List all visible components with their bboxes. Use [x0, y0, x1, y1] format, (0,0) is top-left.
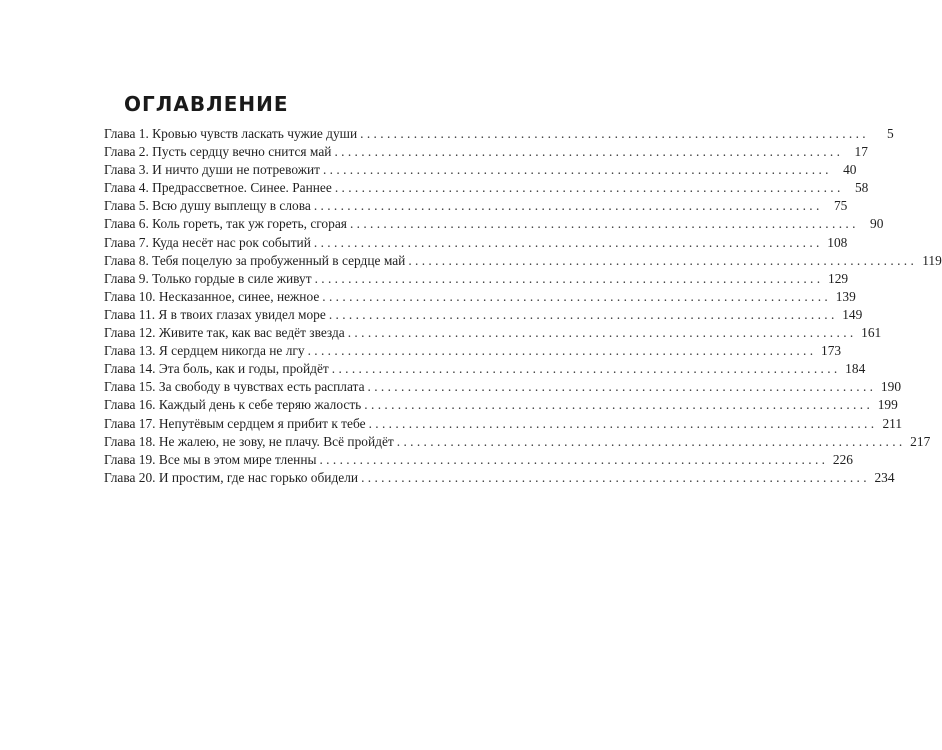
toc-entry-title: Глава 2. Пусть сердцу вечно снится май: [104, 144, 332, 160]
toc-leader-dots: [319, 289, 828, 305]
toc-leader-dots: [305, 343, 814, 359]
toc-leader-dots: [329, 361, 838, 377]
toc-leader-dots: [311, 198, 820, 214]
toc-page-number: 40: [843, 162, 857, 178]
toc-entry-title: Глава 12. Живите так, как вас ведёт звезда: [104, 325, 345, 341]
toc-page-number: 149: [842, 306, 863, 322]
toc-page-number: 234: [874, 469, 895, 485]
toc-leader-dots: [320, 162, 829, 178]
toc-entry: [104, 343, 842, 361]
toc-entry: [104, 451, 853, 470]
toc-leader-dots: [365, 379, 874, 395]
toc-entry-title: Глава 17. Непутёвым сердцем я прибит к тебе: [104, 415, 366, 431]
toc-entry: [104, 469, 895, 488]
toc-entry: [104, 198, 848, 216]
toc-entry-title: Глава 15. За свободу в чувствах есть расплата: [104, 379, 365, 395]
page-title: ОГЛАВЛЕНИЕ: [124, 92, 289, 116]
toc-leader-dots: [312, 271, 821, 287]
toc-entry: [104, 325, 882, 343]
toc-entry-title: Глава 20. И простим, где нас горько обидели: [104, 469, 359, 485]
toc-page-number: 58: [854, 180, 869, 196]
toc-entry: [104, 126, 894, 144]
toc-entry: [104, 379, 902, 397]
toc-entry-title: Глава 16. Каждый день к себе теряю жалость: [104, 397, 362, 413]
toc-leader-dots: [332, 180, 841, 196]
toc-entry-title: Глава 13. Я сердцем никогда не лгу: [104, 343, 305, 359]
toc-entry-title: Глава 14. Эта боль, как и годы, пройдёт: [104, 361, 329, 377]
toc-page-number: 184: [845, 361, 866, 377]
toc-entry-title: Глава 18. Не жалею, не зову, не плачу. Всё пройдёт: [104, 433, 394, 449]
toc-entry-title: Глава 7. Куда несёт нас рок событий: [104, 234, 311, 250]
toc-entry: [104, 234, 848, 253]
toc-leader-dots: [358, 470, 867, 486]
toc-entry: [104, 306, 863, 325]
toc-page-number: 119: [922, 252, 942, 268]
toc-leader-dots: [405, 253, 914, 269]
toc-entry-title: Глава 5. Всю душу выплещу в слова: [104, 198, 311, 214]
toc-entry: [104, 433, 931, 452]
toc-leader-dots: [311, 235, 820, 251]
toc-page-number: 129: [828, 270, 849, 286]
toc-page-number: 226: [832, 451, 853, 467]
toc-entry: [104, 216, 884, 234]
toc-entry-title: Глава 19. Все мы в этом мире тленны: [104, 451, 317, 467]
toc-page-number: 108: [827, 234, 848, 250]
toc-entry-title: Глава 10. Несказанное, синее, нежное: [104, 288, 320, 304]
toc-page-number: 211: [882, 415, 903, 431]
toc-entry: [104, 397, 898, 415]
toc-entry: [104, 252, 942, 271]
toc-page-number: 5: [886, 126, 894, 141]
toc-leader-dots: [316, 452, 825, 468]
toc-entry-title: Глава 4. Предрассветное. Синее. Раннее: [104, 180, 332, 196]
toc-entry-title: Глава 11. Я в твоих глазах увидел море: [104, 306, 326, 322]
toc-entry: [104, 144, 868, 162]
toc-leader-dots: [331, 144, 840, 160]
toc-leader-dots: [361, 397, 870, 413]
toc-leader-dots: [394, 434, 903, 450]
toc-leader-dots: [366, 416, 875, 432]
toc-page-number: 173: [821, 343, 842, 359]
toc-entry-title: Глава 9. Только гордые в силе живут: [104, 270, 312, 286]
toc-entry-title: Глава 1. Кровью чувств ласкать чужие души: [104, 126, 358, 141]
toc-leader-dots: [357, 126, 866, 142]
toc-page-number: 75: [833, 198, 848, 214]
toc-entry-title: Глава 6. Коль гореть, так уж гореть, сгорая: [104, 216, 347, 232]
toc-leader-dots: [347, 216, 856, 232]
toc-page-number: 217: [910, 433, 931, 449]
toc-entry-title: Глава 3. И ничто души не потревожит: [104, 162, 320, 178]
table-of-contents: [104, 126, 942, 488]
toc-leader-dots: [345, 325, 854, 341]
toc-page-number: 17: [854, 144, 868, 160]
toc-entry: [104, 415, 903, 434]
toc-entry: [104, 361, 866, 379]
toc-entry: [104, 270, 849, 289]
toc-page-number: 190: [880, 379, 902, 395]
toc-page-number: 161: [861, 325, 882, 341]
toc-entry: [104, 162, 857, 180]
toc-page-number: 199: [877, 397, 898, 413]
toc-page-number: 139: [835, 288, 856, 304]
toc-page-number: 90: [870, 216, 884, 232]
toc-leader-dots: [326, 307, 835, 323]
toc-entry-title: Глава 8. Тебя поцелую за пробуженный в сердце май: [104, 252, 406, 268]
toc-entry: [104, 288, 856, 307]
toc-entry: [104, 180, 869, 198]
